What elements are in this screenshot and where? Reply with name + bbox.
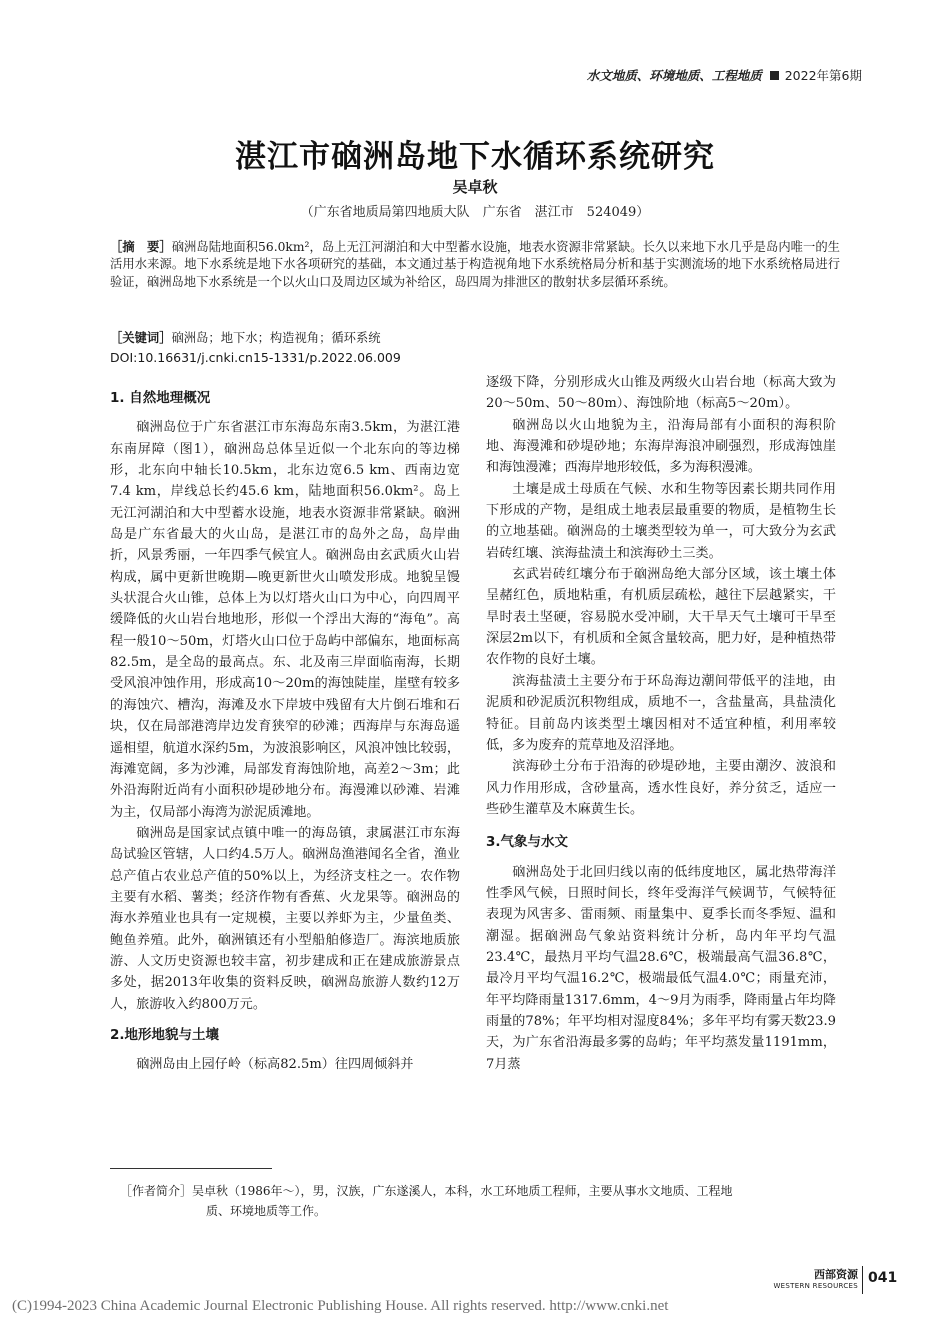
paragraph: 滨海砂土分布于沿海的砂堤砂地，主要由潮汐、波浪和风力作用形成，含砂量高，透水性良好，养分贫乏，适应一些砂生灌草及木麻黄生长。 [486,759,836,817]
keywords-text: 硇洲岛；地下水；构造视角；循环系统 [171,331,381,345]
paragraph: 玄武岩砖红壤分布于硇洲岛绝大部分区域，该土壤土体呈赭红色，质地粘重，有机质层疏松，越往下层越紧实，干旱时表土坚硬，容易脱水受冲刷，大干旱天气土壤可干旱至深层2m以下，有机质和全氮含量较高，肥力好，是种植热带农作物的良好土壤。 [486,567,836,668]
author-footnote [120,1181,860,1221]
abstract-label: ［摘 要］ [110,240,172,254]
paragraph: 硇洲岛位于广东省湛江市东海岛东南3.5km，为湛江港东南屏障（图1），硇洲岛总体呈近似一个北东向的等边梯形，北东向中轴长10.5km，北东边宽6.5 km、西南边宽7.4 km，岸线总长约45.6 km，陆地面积56.0km²。岛上无江河湖泊和大中型蓄水设施，地表水资源非常紧缺。硇洲岛是广东省最大的火山岛，是湛江市的岛外之岛，岛岸曲折，风景秀丽，一年四季气候宜人。硇洲岛由玄武质火山岩构成，属中更新世晚期—晚更新世火山喷发形成。地貌呈馒头状混合火山锥，总体上为以灯塔火山口为中心，向四周平缓降低的火山岩台地地形，形似一个浮出大海的“海龟”。高程一般10～50m，灯塔火山口位于岛屿中部偏东，地面标高82.5m，是全岛的最高点。东、北及南三岸面临南海，长期受风浪冲蚀作用，形成高10～20m的海蚀陡崖，崖壁有较多的海蚀穴、槽沟，海滩及水下岸坡中残留有大片倒石堆和石块，仅在局部港湾岸边发育狭窄的砂滩；西海岸与东海岛遥遥相望，航道水深约5m，为波浪影响区，风浪冲蚀比较弱，海滩宽阔，多为沙滩，局部发育海蚀阶地，高差2～3m；此外沿海附近尚有小面积砂堤砂地分布。海漫滩以砂滩、岩滩为主，仅局部小海湾为淤泥质滩地。 [110,420,460,820]
author-affiliation: （广东省地质局第四地质大队 广东省 湛江市 524049） [300,205,650,220]
section-heading-1: 1. 自然地理概况 [110,390,211,406]
running-header [587,66,862,84]
right-column [486,372,836,1075]
footnote-text: 吴卓秋（1986年～），男，汉族，广东遂溪人，本科，水工环地质工程师，主要从事水文地质、工程地 [192,1184,733,1198]
author-name: 吴卓秋 [452,178,498,196]
section-heading-3: 3.气象与水文 [486,834,569,851]
paragraph: 硇洲岛处于北回归线以南的低纬度地区，属北热带海洋性季风气候，日照时间长，终年受海洋气候调节，气候特征表现为风害多、雷雨频、雨量集中、夏季长而冬季短、温和潮湿。据硇洲岛气象站资料统计分析，岛内年平均气温23.4℃，最热月平均气温28.6℃，极端最高气温36.8℃，最冷月平均气温16.2℃，极端最低气温4.0℃；雨量充沛，年平均降雨量1317.6mm，4～9月为雨季，降雨量占年均降雨量的78%；年平均相对湿度84%；多年平均有雾天数23.9天，为广东省沿海最多雾的岛屿；年平均蒸发量1191mm，7月蒸 [486,864,836,1072]
keywords [110,328,840,346]
brand-en: WESTERN RESOURCES [773,1282,858,1290]
paragraph: 滨海盐渍土主要分布于环岛海边潮间带低平的洼地，由泥质和砂泥质沉积物组成，质地不一，含盐量高，具盐渍化特征。目前岛内该类型土壤因相对不适宜种植，利用率较低，多为废弃的荒草地及沼泽地。 [486,673,836,753]
footnote-label: ［作者简介］ [120,1184,193,1198]
footnote-divider [110,1168,272,1169]
journal-section: 水文地质、环境地质、工程地质 [586,68,762,83]
journal-brand [748,1268,858,1291]
footnote-text-cont: 质、环境地质等工作。 [206,1204,327,1218]
keywords-label: ［关键词］ [110,331,172,345]
paragraph: 硇洲岛由上园仔岭（标高82.5m）往四周倾斜并 [136,1057,414,1073]
square-bullet-icon [770,71,779,80]
left-column [110,378,460,1076]
abstract [110,239,840,291]
paragraph: 硇洲岛是国家试点镇中唯一的海岛镇，隶属湛江市东海岛试验区管辖，人口约4.5万人。硇洲岛渔港闻名全省，渔业总产值占农业总产值的50%以上，为经济支柱之一。农作物主要有水稻、薯类；经济作物有香蕉、火龙果等。硇洲岛的海水养殖业也具有一定规模，主要以养虾为主，少量鱼类、鲍鱼养殖。此外，硇洲镇还有小型船舶修造厂。海滨地质旅游、人文历史资源也较丰富，初步建成和正在建成旅游景点多处，据2013年收集的资料反映，硇洲岛旅游人数约12万人，旅游收入约800万元。 [110,825,460,1012]
page-number-divider [862,1266,863,1294]
section-heading-2: 2.地形地貌与土壤 [110,1026,220,1043]
paragraph: 土壤是成土母质在气候、水和生物等因素长期共同作用下形成的产物，是组成土地表层最重要的物质，是植物生长的立地基础。硇洲岛的土壤类型较为单一，可大致分为玄武岩砖红壤、滨海盐渍土和滨海砂土三类。 [486,481,836,561]
issue-label: 2022年第6期 [784,68,862,83]
paragraph: 硇洲岛以火山地貌为主，沿海局部有小面积的海积阶地、海漫滩和砂堤砂地；东海岸海浪冲刷强烈，形成海蚀崖和海蚀漫滩；西海岸地形较低，多为海积漫滩。 [486,417,836,476]
page-number: 041 [868,1270,898,1286]
doi: DOI:10.16631/j.cnki.cn15-1331/p.2022.06.009 [110,350,401,365]
brand-cn: 西部资源 [814,1268,858,1281]
paragraph: 逐级下降，分别形成火山锥及两级火山岩台地（标高大致为20～50m、50～80m）、海蚀阶地（标高5～20m）。 [486,375,836,412]
abstract-text: 硇洲岛陆地面积56.0km²，岛上无江河湖泊和大中型蓄水设施，地表水资源非常紧缺。长久以来地下水几乎是岛内唯一的生活用水来源。地下水系统是地下水各项研究的基础，本文通过基于构造视角地下水系统格局分析和基于实测流场的地下水系统格局进行验证，硇洲岛地下水系统是一个以火山口及周边区域为补给区，岛四周为排泄区的散射状多层循环系统。 [110,240,840,289]
article-title: 湛江市硇洲岛地下水循环系统研究 [235,139,715,175]
copyright-watermark: (C)1994-2023 China Academic Journal Electronic Publishing House. All rights reserved. http://www.cnki.net [12,1298,669,1314]
